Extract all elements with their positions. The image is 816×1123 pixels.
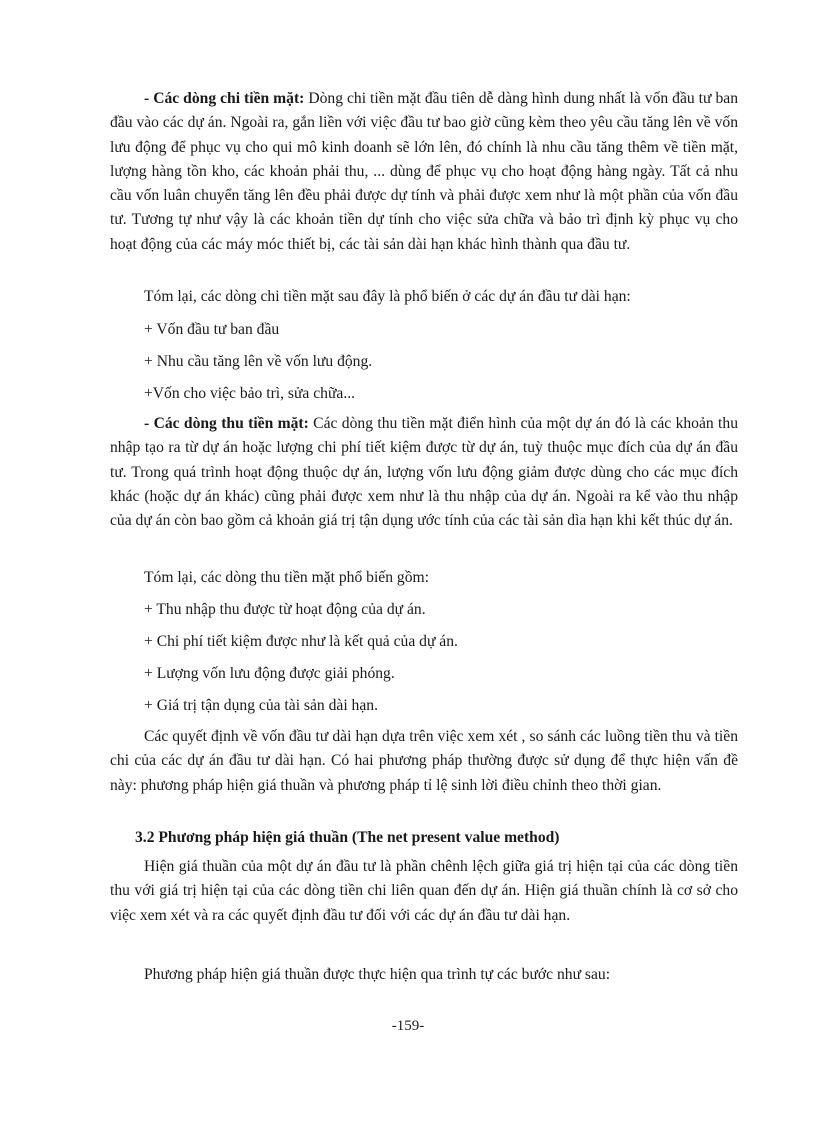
paragraph-inflow-summary: Tóm lại, các dòng thu tiền mặt phổ biến gồm: — [144, 569, 429, 586]
paragraph-cash-inflows — [110, 412, 738, 533]
list-item: + Nhu cầu tăng lên về vốn lưu động. — [144, 353, 373, 370]
list-item: + Giá trị tận dụng của tài sản dài hạn. — [144, 697, 378, 714]
section-heading: 3.2 Phương pháp hiện giá thuần (The net present value method) — [135, 829, 560, 846]
paragraph-npv-steps: Phương pháp hiện giá thuần được thực hiện qua trình tự các bước như sau: — [144, 966, 611, 983]
list-item: + Vốn đầu tư ban đầu — [144, 321, 280, 338]
paragraph-cash-outflows — [110, 87, 738, 257]
section-inflow-summary — [110, 566, 738, 590]
outflow-list — [110, 314, 738, 410]
inflow-list — [110, 594, 738, 722]
section-heading-npv — [110, 826, 738, 850]
paragraph-npv-definition: Hiện giá thuần của một dự án đầu tư là phần chênh lệch giữa giá trị hiện tại của các dòng tiền thu với giá trị hiện tại của các dòng tiền chi liên quan đến dự án. Hiện giá thuần chính là cơ sở cho việc xem xét và ra các quyết định đầu tư đối với các dự án đầu tư dài hạn. — [110, 858, 738, 924]
section-cash-inflows — [110, 412, 738, 533]
label-cash-inflows: - Các dòng thu tiền mặt: — [144, 415, 309, 432]
list-item: +Vốn cho việc bảo trì, sửa chữa... — [144, 385, 356, 402]
list-item: + Lượng vốn lưu động được giải phóng. — [144, 665, 395, 682]
text-cash-inflows: Các dòng thu tiền mặt điển hình của một dự án đó là các khoản thu nhập tạo ra từ dự án hoặc lượng chi phí tiết kiệm được từ dự án, tuỳ thuộc mục đích của dự án đầu tư. Trong quá trình hoạt động thuộc dự án, lượng vốn lưu động giảm được dùng cho các mục đích khác (hoặc dự án khác) cũng phải được xem như là thu nhập của dự án. Ngoài ra kể vào thu nhập của dự án còn bao gồm cả khoản giá trị tận dụng ước tính của các tài sản dìa hạn khi kết thúc dự án. — [110, 415, 738, 530]
section-cash-outflows — [110, 87, 738, 257]
list-item: + Thu nhập thu được từ hoạt động của dự án. — [144, 601, 426, 618]
section-outflow-summary — [110, 285, 738, 309]
section-npv-steps — [110, 963, 738, 987]
list-item: + Chi phí tiết kiệm được như là kết quả của dự án. — [144, 633, 458, 650]
section-decisions — [110, 725, 738, 798]
page-number: -159- — [391, 1018, 425, 1034]
paragraph-outflow-summary: Tóm lại, các dòng chi tiền mặt sau đây là phổ biến ở các dự án đầu tư dài hạn: — [144, 288, 631, 305]
section-npv-definition — [110, 855, 738, 928]
label-cash-outflows: - Các dòng chi tiền mặt: — [144, 90, 305, 107]
paragraph-decisions: Các quyết định về vốn đầu tư dài hạn dựa trên việc xem xét , so sánh các luồng tiền thu và tiền chi của các dự án đầu tư dài hạn. Có hai phương pháp thường được sử dụng để thực hiện vấn đề này: phương pháp hiện giá thuần và phương pháp tỉ lệ sinh lời điều chỉnh theo thời gian. — [110, 728, 738, 794]
text-cash-outflows: Dòng chi tiền mặt đầu tiên dễ dàng hình dung nhất là vốn đầu tư ban đầu vào các dự án. Ngoài ra, gắn liền với việc đầu tư bao giờ cũng kèm theo yêu cầu tăng lên về vốn lưu động để phục vụ cho qui mô kinh doanh sẽ lớn lên, đó chính là nhu cầu tăng thêm về tiền mặt, lượng hàng tồn kho, các khoản phải thu, ... dùng để phục vụ cho hoạt động hàng ngày. Tất cả nhu cầu vốn luân chuyển tăng lên đều phải được dự tính và phải được xem như là một phần của vốn đầu tư. Tương tự như vậy là các khoản tiền dự tính cho việc sửa chữa và bảo trì định kỳ phục vụ cho hoạt động của các máy móc thiết bị, các tài sản dài hạn khác hình thành qua đầu tư. — [110, 90, 738, 253]
